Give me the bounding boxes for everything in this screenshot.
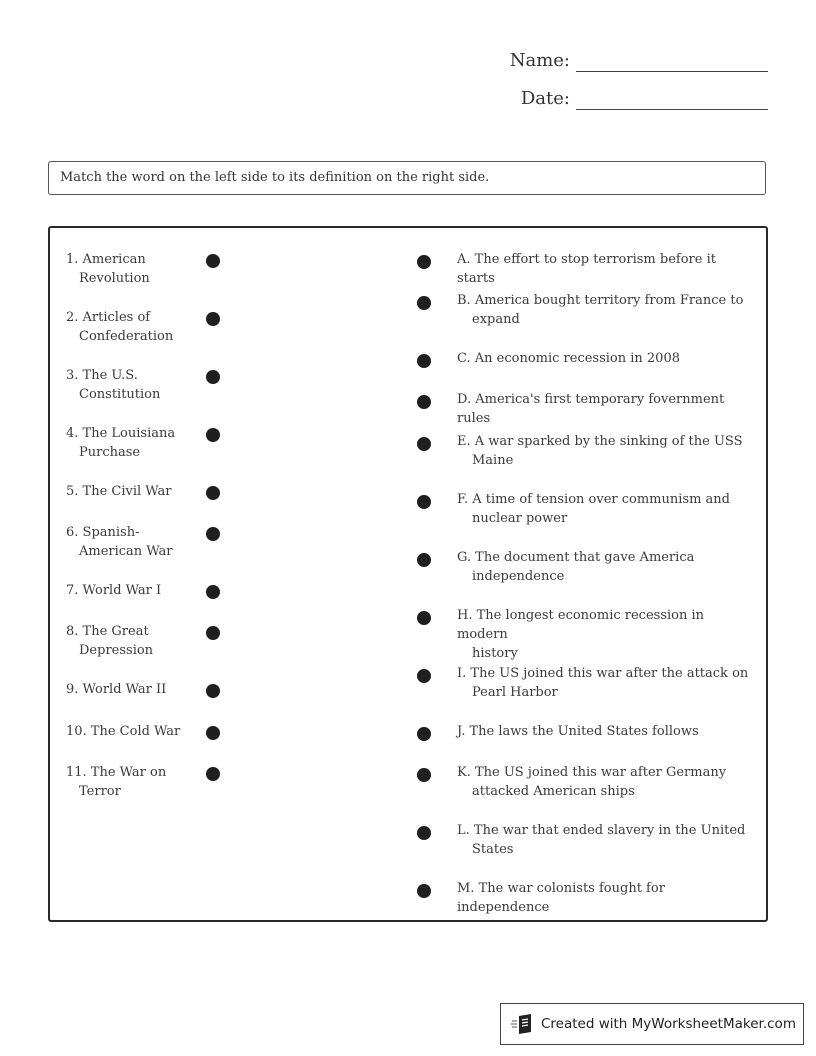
definition-connector-dot[interactable] — [417, 611, 431, 625]
term-item — [66, 622, 196, 660]
definition-text: K. The US joined this war after Germany — [457, 765, 727, 780]
term-text: 10. The Cold War — [66, 724, 181, 739]
term-text: 9. World War II — [66, 682, 167, 697]
definition-text-cont: attacked American ships — [472, 784, 635, 799]
definition-connector-dot[interactable] — [417, 553, 431, 567]
definition-text: D. America's first temporary fovernment rules — [457, 392, 725, 426]
term-item — [66, 482, 196, 501]
name-line[interactable] — [576, 51, 768, 72]
definition-text: G. The document that gave America — [457, 550, 695, 565]
term-connector-dot[interactable] — [206, 370, 220, 384]
instructions-box — [48, 161, 766, 195]
term-item — [66, 366, 196, 404]
term-text: 7. World War I — [66, 583, 162, 598]
definition-text-cont: Maine — [472, 453, 514, 468]
term-text-cont: Depression — [79, 643, 154, 658]
term-text: 6. Spanish- — [66, 525, 140, 540]
term-connector-dot[interactable] — [206, 428, 220, 442]
definition-item — [457, 390, 757, 428]
definition-connector-dot[interactable] — [417, 437, 431, 451]
term-connector-dot[interactable] — [206, 684, 220, 698]
definition-connector-dot[interactable] — [417, 354, 431, 368]
name-field — [510, 50, 768, 72]
term-item — [66, 680, 196, 699]
definition-item — [457, 548, 757, 586]
term-text-cont: Purchase — [79, 445, 141, 460]
definition-item — [457, 349, 757, 368]
term-item — [66, 424, 196, 462]
definition-item — [457, 879, 757, 917]
definition-connector-dot[interactable] — [417, 296, 431, 310]
term-text: 3. The U.S. — [66, 368, 138, 383]
term-text-cont: Revolution — [79, 271, 150, 286]
term-connector-dot[interactable] — [206, 767, 220, 781]
instructions-text: Match the word on the left side to its definition on the right side. — [60, 170, 490, 185]
definition-text-cont: expand — [472, 312, 520, 327]
definition-item — [457, 490, 757, 528]
term-text: 5. The Civil War — [66, 484, 172, 499]
definition-text-cont: history — [472, 646, 518, 661]
term-item — [66, 250, 196, 288]
definition-text: E. A war sparked by the sinking of the USS — [457, 434, 743, 449]
definition-text-cont: nuclear power — [472, 511, 568, 526]
definition-item — [457, 664, 757, 702]
date-line[interactable] — [576, 89, 768, 110]
term-text-cont: American War — [79, 544, 173, 559]
definition-text: H. The longest economic recession in modern — [457, 608, 705, 642]
term-connector-dot[interactable] — [206, 254, 220, 268]
definition-item — [457, 821, 757, 859]
definition-connector-dot[interactable] — [417, 884, 431, 898]
term-connector-dot[interactable] — [206, 312, 220, 326]
definition-connector-dot[interactable] — [417, 826, 431, 840]
definition-text: M. The war colonists fought for independence — [457, 881, 665, 915]
term-item — [66, 308, 196, 346]
worksheet-logo-icon — [511, 1013, 535, 1035]
definition-text: I. The US joined this war after the attack on — [457, 666, 749, 681]
definition-text: B. America bought territory from France to — [457, 293, 744, 308]
term-text: 4. The Louisiana — [66, 426, 176, 441]
date-field — [521, 88, 768, 110]
definition-text-cont: independence — [472, 569, 565, 584]
definition-text: L. The war that ended slavery in the United — [457, 823, 746, 838]
date-label: Date: — [520, 88, 570, 109]
definition-connector-dot[interactable] — [417, 495, 431, 509]
term-item — [66, 763, 196, 801]
definition-text: A. The effort to stop terrorism before it starts — [457, 252, 716, 286]
term-connector-dot[interactable] — [206, 486, 220, 500]
term-text: 2. Articles of — [66, 310, 151, 325]
footer-badge[interactable] — [500, 1003, 804, 1045]
definition-connector-dot[interactable] — [417, 255, 431, 269]
term-item — [66, 523, 196, 561]
definition-item — [457, 606, 757, 663]
definition-text: F. A time of tension over communism and — [457, 492, 730, 507]
definition-text-cont: States — [472, 842, 514, 857]
term-text-cont: Terror — [79, 784, 121, 799]
definition-item — [457, 291, 757, 329]
term-text: 8. The Great — [66, 624, 149, 639]
name-label: Name: — [509, 50, 570, 71]
definition-item — [457, 250, 757, 288]
term-connector-dot[interactable] — [206, 726, 220, 740]
term-connector-dot[interactable] — [206, 626, 220, 640]
term-item — [66, 581, 196, 600]
term-text: 11. The War on — [66, 765, 167, 780]
definition-text-cont: Pearl Harbor — [472, 685, 558, 700]
term-connector-dot[interactable] — [206, 527, 220, 541]
definition-text: C. An economic recession in 2008 — [457, 351, 680, 366]
footer-text: Created with MyWorksheetMaker.com — [541, 1016, 796, 1032]
term-item — [66, 722, 196, 741]
definition-connector-dot[interactable] — [417, 727, 431, 741]
definition-connector-dot[interactable] — [417, 669, 431, 683]
term-connector-dot[interactable] — [206, 585, 220, 599]
definition-item — [457, 432, 757, 470]
term-text: 1. American — [66, 252, 146, 267]
term-text-cont: Confederation — [79, 329, 174, 344]
term-text-cont: Constitution — [79, 387, 161, 402]
definition-text: J. The laws the United States follows — [457, 724, 699, 739]
definition-item — [457, 722, 757, 741]
definition-connector-dot[interactable] — [417, 395, 431, 409]
definition-item — [457, 763, 757, 801]
definition-connector-dot[interactable] — [417, 768, 431, 782]
